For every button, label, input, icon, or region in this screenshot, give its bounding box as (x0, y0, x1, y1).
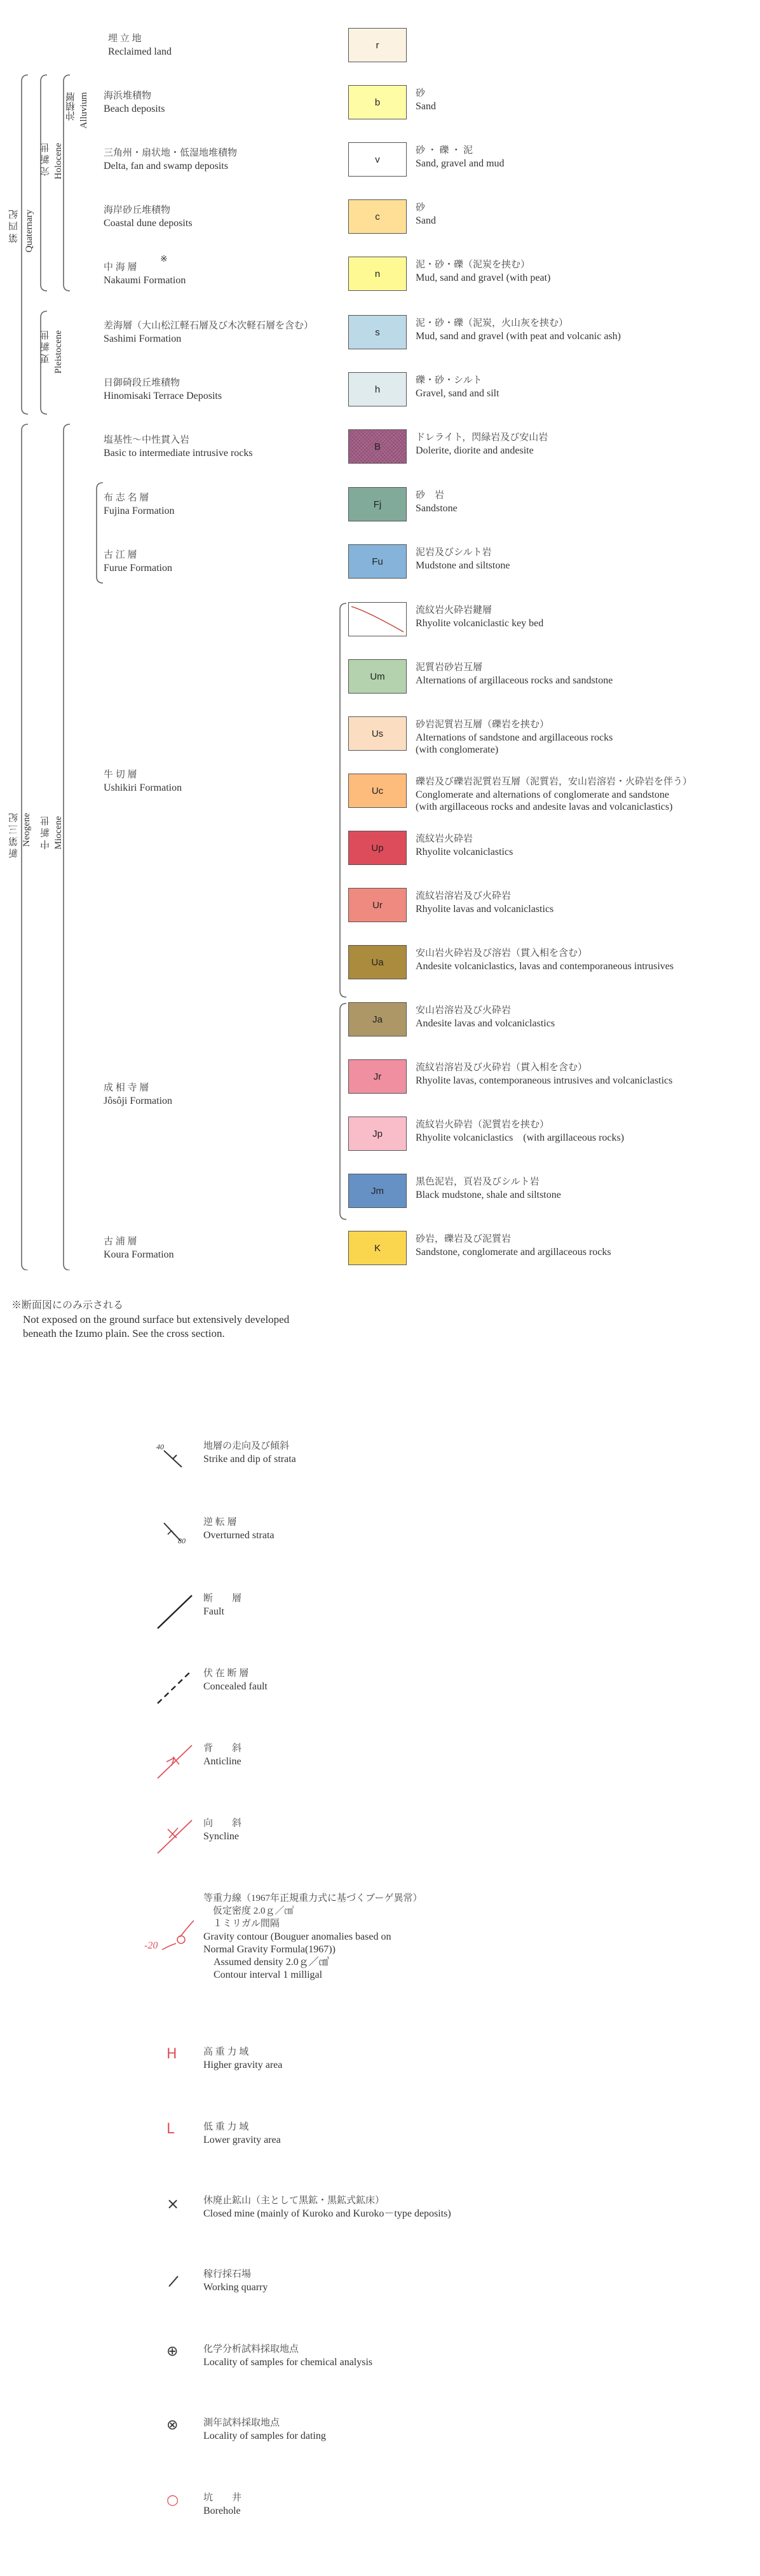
beach-name-en: Beach deposits (104, 104, 165, 114)
beach-name-ja: 海浜堆積物 (104, 91, 152, 101)
alluvium-label-en: Alluvium (79, 92, 89, 129)
gravity-label-ja2: 仮定密度 2.0ｇ／㎤ (203, 1906, 294, 1916)
overturned-strata-icon (153, 1513, 203, 1554)
hinomisaki-desc-en: Gravel, sand and silt (416, 388, 499, 399)
dune-desc-ja: 砂 (416, 203, 426, 213)
nakaumi-code: n (374, 268, 381, 279)
dip-number: 40 (156, 1442, 164, 1451)
reclaimed-name-ja: 埋 立 地 (108, 34, 142, 44)
syncline-icon (153, 1814, 203, 1862)
us-desc-en: (with conglomerate) (416, 744, 499, 755)
koura-code: K (374, 1242, 381, 1254)
koura-name-ja: 古 浦 層 (104, 1237, 137, 1247)
syncline-label-ja: 向 斜 (203, 1818, 242, 1828)
chem-glyph: ⊕ (166, 2344, 179, 2359)
ja-desc-ja: 安山岩溶岩及び火砕岩 (416, 1005, 512, 1016)
nakaumi-desc-en: Mud, sand and gravel (with peat) (416, 272, 551, 283)
dune-name-en: Coastal dune deposits (104, 218, 193, 229)
footnote-en-1: Not exposed on the ground surface but extensively developed (23, 1313, 290, 1325)
borehole-icon (153, 2488, 179, 2508)
miocene-label-ja: 中 新 世 (41, 816, 51, 850)
footnote-en-2: beneath the Izumo plain. See the cross section. (23, 1327, 225, 1339)
delta-name-en: Delta, fan and swamp deposits (104, 161, 228, 171)
reclaimed-code: r (376, 39, 379, 51)
hinomisaki-code: h (374, 384, 381, 395)
gravity-label-en: Assumed density 2.0ｇ／㎤ (203, 1957, 329, 1968)
us-desc-en: Alternations of sandstone and argillaceous rocks (416, 732, 613, 743)
basic-desc-en: Dolerite, diorite and andesite (416, 445, 534, 456)
chemical-sample-icon (153, 2340, 178, 2359)
ua-desc-ja: 安山岩火砕岩及び溶岩（貫入相を含む） (416, 948, 588, 958)
ushikiri-bracket (340, 603, 346, 997)
up-code: Up (371, 842, 384, 854)
beach-desc-en: Sand (416, 101, 436, 112)
koura-name-en: Koura Formation (104, 1249, 174, 1260)
footnote-mark: ※ (160, 255, 168, 264)
chem-label-en: Locality of samples for chemical analysis (203, 2357, 373, 2368)
up-desc-ja: 流紋岩火砕岩 (416, 834, 473, 844)
jm-desc-ja: 黒色泥岩，頁岩及びシルト岩 (416, 1177, 539, 1187)
neogene-bracket (22, 424, 28, 1270)
overturned-label-en: Overturned strata (203, 1530, 275, 1541)
ja-desc-en: Andesite lavas and volcaniclastics (416, 1018, 555, 1029)
gravity-label-ja: 等重力線（1967年正規重力式に基づくブーゲ異常） (203, 1893, 423, 1903)
chem-label-ja: 化学分析試料採取地点 (203, 2344, 299, 2354)
anticline-label-en: Anticline (203, 1756, 241, 1767)
footnote-ja: ※断面図にのみ示される (11, 1300, 124, 1311)
high-label-en: Higher gravity area (203, 2060, 283, 2070)
koura-desc-ja: 砂岩，礫岩及び泥質岩 (416, 1234, 512, 1244)
holocene-label-ja: 完 新 世 (41, 143, 51, 177)
high-gravity-icon (153, 2043, 177, 2062)
high-glyph: H (166, 2046, 177, 2062)
pleistocene-label-en: Pleistocene (53, 330, 64, 374)
nakaumi-name-ja: 中 海 層 (104, 262, 137, 272)
nakaumi-desc-ja: 泥・砂・礫（泥炭を挟む） (416, 260, 531, 270)
jm-code: Jm (371, 1185, 384, 1197)
ja-code: Ja (372, 1014, 383, 1025)
anticline-label-ja: 背 斜 (203, 1743, 242, 1754)
sashimi-code: s (375, 326, 380, 338)
jr-desc-en: Rhyolite lavas, contemporaneous intrusives and volcaniclastics (416, 1075, 673, 1086)
delta-name-ja: 三角州・扇状地・低湿地堆積物 (104, 148, 238, 158)
dune-code: c (375, 211, 380, 222)
neogene-label-ja: 新 第 三 紀 (9, 813, 19, 859)
furue-desc-en: Mudstone and siltstone (416, 560, 510, 571)
borehole-glyph: ○ (166, 2492, 179, 2508)
miocene-label-en: Miocene (53, 816, 64, 850)
sashimi-name-en: Sashimi Formation (104, 333, 182, 344)
fault-label-ja: 断 層 (203, 1593, 242, 1604)
basic-desc-ja: ドレライト，閃緑岩及び安山岩 (416, 433, 548, 443)
quarry-label-ja: 稼行採石場 (203, 2269, 252, 2279)
beach-desc-ja: 砂 (416, 88, 426, 98)
overturn-number: 80 (178, 1536, 186, 1545)
gravity-label-en: Contour interval 1 milligal (203, 1969, 323, 1980)
uc-desc-en: Conglomerate and alternations of conglomerate and sandstone (416, 789, 669, 800)
keybed-desc-ja: 流紋岩火砕岩鍵層 (416, 605, 492, 615)
jr-code: Jr (373, 1071, 382, 1082)
uc-desc-ja: 礫岩及び礫岩泥質岩互層（泥質岩，安山岩溶岩・火砕岩を伴う） (416, 777, 693, 787)
ua-code: Ua (371, 956, 384, 968)
dating-sample-icon (153, 2413, 178, 2433)
fault-label-en: Fault (203, 1606, 224, 1617)
furue-name-ja: 古 江 層 (104, 550, 137, 560)
furue-desc-ja: 泥岩及びシルト岩 (416, 547, 492, 558)
keybed-desc-en: Rhyolite volcaniclastic key bed (416, 618, 544, 629)
concealed-fault-icon (153, 1664, 203, 1712)
jr-desc-ja: 流紋岩溶岩及び火砕岩（貫入相を含む） (416, 1063, 588, 1073)
josoji-label-en: Jôsôji Formation (104, 1096, 173, 1106)
sashimi-desc-ja: 泥・砂・礫（泥炭，火山灰を挟む） (416, 318, 569, 328)
delta-desc-ja: 砂 ・ 礫 ・ 泥 (416, 145, 473, 156)
contour-number: -20 (144, 1940, 158, 1951)
ua-desc-en: Andesite volcaniclastics, lavas and contemporaneous intrusives (416, 961, 674, 972)
jp-desc-ja: 流紋岩火砕岩（泥質岩を挟む） (416, 1120, 550, 1130)
koura-desc-en: Sandstone, conglomerate and argillaceous rocks (416, 1247, 611, 1258)
gravity-label-en: Gravity contour (Bouguer anomalies based on (203, 1931, 391, 1942)
fujina-desc-ja: 砂 岩 (416, 490, 445, 500)
basic-code: B (374, 441, 381, 452)
low-label-en: Lower gravity area (203, 2135, 281, 2145)
pleistocene-label-ja: 更 新 世 (41, 330, 51, 364)
delta-code: v (375, 154, 380, 165)
beach-code: b (374, 97, 381, 108)
ur-code: Ur (372, 899, 383, 911)
gravity-contour-icon (143, 1918, 200, 1966)
concealed-label-ja: 伏 在 断 層 (203, 1668, 249, 1679)
overturned-label-ja: 逆 転 層 (203, 1517, 237, 1527)
mine-label-ja: 休廃止鉱山（主として黒鉱・黒鉱式鉱床） (203, 2196, 385, 2206)
age-brackets (0, 0, 760, 1270)
low-glyph: L (166, 2121, 175, 2137)
dating-label-en: Locality of samples for dating (203, 2431, 326, 2441)
delta-desc-en: Sand, gravel and mud (416, 158, 505, 169)
quaternary-label-ja: 第 四 紀 (9, 210, 19, 243)
miocene-bracket (64, 424, 70, 1270)
um-code: Um (370, 671, 385, 682)
hinomisaki-desc-ja: 礫・砂・シルト (416, 375, 482, 386)
uc-desc-en: (with argillaceous rocks and andesite lavas and volcaniclastics) (416, 802, 673, 812)
dune-desc-en: Sand (416, 215, 436, 226)
gravity-label-en: Normal Gravity Formula(1967)) (203, 1944, 336, 1955)
um-desc-ja: 泥質岩砂岩互層 (416, 662, 483, 673)
alluvium-label-ja: 沖積層 (66, 92, 76, 121)
uc-code: Uc (371, 785, 384, 796)
josoji-bracket (340, 1003, 346, 1219)
ur-desc-en: Rhyolite lavas and volcaniclastics (416, 904, 554, 915)
syncline-label-en: Syncline (203, 1831, 239, 1842)
dune-name-ja: 海岸砂丘堆積物 (104, 205, 171, 215)
strike-label-en: Strike and dip of strata (203, 1454, 296, 1465)
basic-name-en: Basic to intermediate intrusive rocks (104, 448, 253, 459)
furue-name-en: Furue Formation (104, 563, 172, 574)
jm-desc-en: Black mudstone, shale and siltstone (416, 1190, 561, 1200)
fujina-code: Fj (373, 499, 382, 510)
hinomisaki-name-en: Hinomisaki Terrace Deposits (104, 391, 222, 401)
jp-desc-en: Rhyolite volcaniclastics (with argillaceous rocks) (416, 1132, 625, 1143)
us-desc-ja: 砂岩泥質岩互層（礫岩を挟む） (416, 720, 550, 730)
josoji-label-ja: 成 相 寺 層 (104, 1083, 149, 1093)
furue-code: Fu (372, 556, 383, 567)
borehole-label-en: Borehole (203, 2506, 241, 2516)
nakaumi-name-en: Nakaumi Formation (104, 275, 186, 286)
fujina-furue-bracket (97, 483, 103, 583)
fujina-name-ja: 布 志 名 層 (104, 493, 149, 503)
closed-mine-icon (153, 2191, 179, 2213)
neogene-label-en: Neogene (22, 813, 32, 847)
sashimi-name-ja: 差海層（大山松江軽石層及び木次軽石層を含む） (104, 321, 314, 331)
mine-glyph: × (166, 2195, 180, 2213)
fujina-name-en: Fujina Formation (104, 506, 175, 516)
fault-icon (153, 1589, 203, 1637)
strike-dip-icon (153, 1437, 203, 1478)
high-label-ja: 高 重 力 域 (203, 2047, 249, 2057)
low-gravity-icon (153, 2117, 174, 2137)
ushikiri-label-en: Ushikiri Formation (104, 782, 182, 793)
ushikiri-label-ja: 牛 切 層 (104, 770, 137, 780)
hinomisaki-name-ja: 日御碕段丘堆積物 (104, 378, 180, 388)
up-desc-en: Rhyolite volcaniclastics (416, 847, 513, 857)
strike-label-ja: 地層の走向及び傾斜 (203, 1441, 290, 1451)
mine-label-en: Closed mine (mainly of Kuroko and Kuroko－type deposits) (203, 2208, 451, 2219)
um-desc-en: Alternations of argillaceous rocks and sandstone (416, 675, 613, 686)
borehole-label-ja: 坑 井 (203, 2493, 242, 2503)
concealed-label-en: Concealed fault (203, 1681, 268, 1692)
quarry-label-en: Working quarry (203, 2282, 268, 2293)
reclaimed-name-en: Reclaimed land (108, 46, 172, 57)
gravity-label-ja3: １ミリガル間隔 (203, 1919, 280, 1929)
ur-desc-ja: 流紋岩溶岩及び火砕岩 (416, 891, 512, 901)
dating-glyph: ⊗ (166, 2417, 179, 2433)
basic-name-ja: 塩基性～中性貫入岩 (104, 435, 190, 445)
jp-code: Jp (372, 1128, 383, 1139)
anticline-icon (153, 1739, 203, 1787)
holocene-label-en: Holocene (53, 143, 64, 180)
us-code: Us (371, 728, 384, 739)
holocene-bracket (41, 75, 47, 291)
dating-label-ja: 測年試料採取地点 (203, 2418, 280, 2428)
low-label-ja: 低 重 力 域 (203, 2122, 249, 2132)
fujina-desc-en: Sandstone (416, 503, 458, 514)
sashimi-desc-en: Mud, sand and gravel (with peat and volcanic ash) (416, 331, 621, 342)
quarry-icon (153, 2265, 203, 2300)
quaternary-label-en: Quaternary (24, 210, 34, 253)
